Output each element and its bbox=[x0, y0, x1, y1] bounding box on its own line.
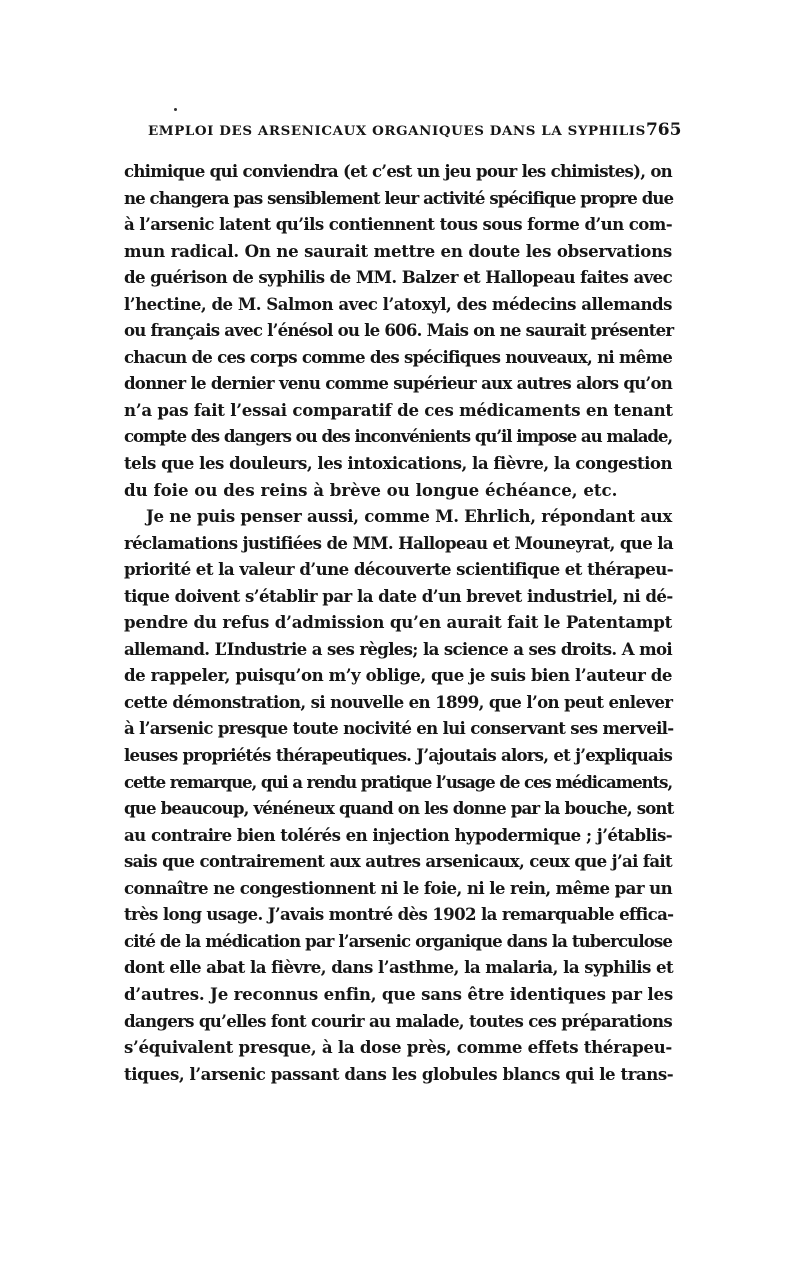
text-line: cité de la médication par l’arsenic organique dans la tuberculose bbox=[124, 930, 673, 951]
text-line: réclamations justifiées de MM. Hallopeau et Mouneyrat, que la bbox=[124, 532, 674, 553]
paragraph-last-line: du foie ou des reins à brève ou longue échéance, etc. bbox=[124, 479, 618, 500]
text-line: cette remarque, qui a rendu pratique l’usage de ces médicaments, bbox=[124, 771, 672, 792]
text-line: dont elle abat la fièvre, dans l’asthme, la malaria, la syphilis et bbox=[124, 957, 674, 978]
text-line: l’hectine, de M. Salmon avec l’atoxyl, des médecins allemands bbox=[124, 293, 672, 314]
body-text bbox=[124, 158, 672, 1087]
text-line: à l’arsenic latent qu’ils contiennent tous sous forme d’un com- bbox=[124, 214, 672, 235]
text-line: donner le dernier venu comme supérieur aux autres alors qu’on bbox=[124, 373, 672, 394]
text-line: tiques, l’arsenic passant dans les globules blancs qui le trans- bbox=[124, 1063, 674, 1084]
page-number: 765 bbox=[645, 120, 682, 140]
text-line: n’a pas fait l’essai comparatif de ces médicaments en tenant bbox=[124, 399, 673, 420]
text-line: priorité et la valeur d’une découverte scientifique et thérapeu- bbox=[124, 559, 674, 580]
text-line: à l’arsenic presque toute nocivité en lui conservant ses merveil- bbox=[124, 718, 674, 739]
paragraph-first-line: Je ne puis penser aussi, comme M. Ehrlich, répondant aux bbox=[146, 506, 672, 527]
text-line: compte des dangers ou des inconvénients qu’il impose au malade, bbox=[124, 426, 672, 447]
text-line: de rappeler, puisqu’on m’y oblige, que je suis bien l’auteur de bbox=[124, 665, 672, 686]
text-line: sais que contrairement aux autres arsenicaux, ceux que j’ai fait bbox=[124, 851, 672, 872]
text-line: ne changera pas sensiblement leur activité spécifique propre due bbox=[124, 187, 674, 208]
text-line: dangers qu’elles font courir au malade, toutes ces préparations bbox=[124, 1010, 672, 1031]
text-line: au contraire bien tolérés en injection hypodermique ; j’établis- bbox=[124, 824, 672, 845]
text-line: d’autres. Je reconnus enfin, que sans être identiques par les bbox=[124, 983, 674, 1004]
text-line: tique doivent s’établir par la date d’un brevet industriel, ni dé- bbox=[124, 585, 673, 606]
text-line: s’équivalent presque, à la dose près, comme effets thérapeu- bbox=[124, 1037, 672, 1058]
text-line: tels que les douleurs, les intoxications, la fièvre, la congestion bbox=[124, 453, 673, 474]
print-speck bbox=[174, 108, 177, 111]
text-line: très long usage. J’avais montré dès 1902 la remarquable effica- bbox=[124, 904, 674, 925]
text-line: mun radical. On ne saurait mettre en doute les observations bbox=[124, 240, 672, 261]
text-line: cette démonstration, si nouvelle en 1899, que l’on peut enlever bbox=[124, 691, 673, 712]
text-line: chimique qui conviendra (et c’est un jeu pour les chimistes), on bbox=[124, 161, 672, 181]
running-title: EMPLOI DES ARSENICAUX ORGANIQUES DANS LA SYPHILIS bbox=[148, 123, 646, 139]
text-line: pendre du refus d’admission qu’en aurait fait le Patentampt bbox=[124, 612, 673, 633]
text-line: leuses propriétés thérapeutiques. J’ajoutais alors, et j’expliquais bbox=[124, 745, 672, 766]
text-line: que beaucoup, vénéneux quand on les donne par la bouche, sont bbox=[124, 798, 674, 819]
text-line: de guérison de syphilis de MM. Balzer et Hallopeau faites avec bbox=[124, 267, 673, 288]
text-line: allemand. L’Industrie a ses règles; la science a ses droits. A moi bbox=[124, 638, 672, 659]
text-line: ou français avec l’énésol ou le 606. Mais on ne saurait présenter bbox=[124, 320, 674, 341]
text-line: connaître ne congestionnent ni le foie, ni le rein, même par un bbox=[124, 877, 673, 898]
running-header bbox=[148, 120, 682, 142]
text-line: chacun de ces corps comme des spécifiques nouveaux, ni même bbox=[124, 346, 672, 367]
